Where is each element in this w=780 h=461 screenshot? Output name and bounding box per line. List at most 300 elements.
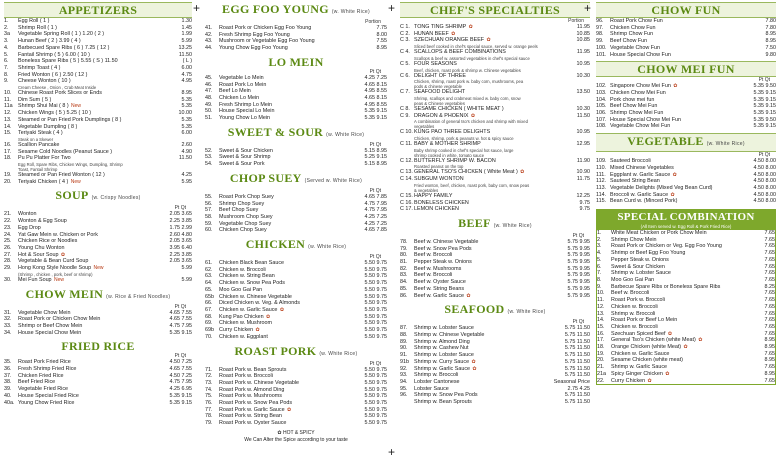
item-name: Curry Chicken ✿ (611, 377, 652, 384)
item-name: Beef Chow Mei Fun (610, 103, 658, 110)
item-name: Egg Roll ( 1 ) (18, 18, 50, 24)
menu-item (205, 294, 387, 301)
item-name: Pu Pu Platter For Two (18, 155, 71, 162)
item-name: Chicken w. Broccoli (611, 303, 658, 310)
menu-item (205, 367, 387, 374)
section-gap (596, 205, 776, 208)
item-name: Shrimp Chow Mein (611, 236, 657, 243)
item-name: Chicken w. Broccoli (219, 266, 266, 273)
item-name: Shrimp Roll ( 1 ) (18, 24, 57, 31)
item-number: 4. (4, 44, 9, 51)
item-name: Vegetable Chow Mei Fun (610, 123, 671, 130)
section-subtitle: (w. White Rice) (706, 141, 745, 148)
item-price: 2.25 3.85 (169, 251, 192, 258)
item-name: Roast Pork Fried Rice (18, 359, 71, 366)
section-title: ROAST PORK (w. White Rice) (234, 343, 358, 358)
item-name: Chicken Chow Mei Fun (610, 89, 666, 96)
spicy-marker: New (69, 103, 82, 110)
item-number: C 3. (400, 37, 410, 44)
crop-mark-icon: + (584, 1, 592, 15)
item-name: Egg Drop (18, 224, 41, 231)
menu-item (400, 37, 590, 44)
spicy-marker: ✿ (465, 292, 471, 299)
item-number: 65. (205, 286, 213, 293)
item-name: DRAGON & PHOENIX ✿ (414, 112, 476, 119)
spicy-marker: ✿ (469, 112, 476, 119)
item-name: Chicken Fried Rice (18, 372, 64, 379)
item-price: 7.65 (764, 290, 775, 297)
item-name: Roast Pork w. Bean Sprouts (219, 366, 287, 373)
item-name: House Special Chow Mein (18, 329, 82, 336)
item-price: 5.75 11.50 (564, 358, 590, 365)
item-price: 5.99 (181, 265, 192, 272)
menu-item (596, 97, 776, 104)
price-header: Pt Qt (174, 303, 186, 310)
menu-column-4 (596, 0, 776, 461)
item-number: 64. (205, 280, 213, 287)
item-price: 5.75 11.50 (564, 399, 590, 406)
item-number: 102. (596, 83, 607, 90)
item-name: Chicken w. Broccoli (611, 323, 658, 330)
item-price: 5.75 9.95 (567, 245, 590, 252)
item-price: 8.95 (181, 90, 192, 97)
item-price: 5.75 11.50 (564, 392, 590, 399)
crop-mark-icon: + (193, 1, 201, 15)
item-number: 2. (597, 236, 602, 243)
menu-item (4, 400, 192, 407)
menu-item (597, 337, 775, 344)
item-number: 101. (596, 51, 607, 58)
menu-item (596, 45, 776, 52)
item-number: 18. (4, 155, 12, 162)
item-name: TONG TING SHRIMP ✿ (414, 24, 473, 30)
item-name: Wonton (18, 211, 37, 218)
item-price: 7.65 (764, 243, 775, 250)
item-price: 4.90 (181, 148, 192, 155)
crop-mark-icon: + (388, 445, 396, 459)
item-price: 7.65 (764, 270, 775, 277)
item-price: 10.85 (576, 37, 590, 44)
item-name: Roast Pork w. Broccoli (611, 297, 665, 304)
menu-item (205, 300, 387, 307)
menu-item (400, 141, 590, 148)
item-name: Hot & Sour Soup ✿ (18, 251, 66, 258)
item-price: 3.95 6.40 (169, 244, 192, 251)
menu-item (205, 102, 387, 109)
section-subtitle: (w. Rice & Fried Noodles) (106, 293, 171, 300)
item-name: Shrimp Toast ( 4 ) (18, 64, 61, 71)
menu-item (400, 106, 590, 113)
item-number: 36. (4, 366, 12, 373)
item-price: 5.50 9.75 (364, 306, 387, 313)
item-number: 113. (596, 184, 607, 191)
section-subtitle: (w. White Rice) (319, 350, 358, 357)
menu-item (597, 250, 775, 257)
item-name: Sauteed String Bean (610, 178, 660, 185)
menu-item (597, 284, 775, 291)
item-number: 57. (205, 207, 213, 214)
item-name: Shrimp w. Lobster Sauce (414, 352, 474, 359)
section-title: CHOW FUN (596, 2, 776, 18)
item-name: Beef w. Oyster Sauce (414, 279, 466, 286)
section-subtitle: (All Item served w. Egg Roll & Pork Fried Rice) (597, 224, 775, 230)
item-number: 41. (205, 25, 213, 31)
spicy-marker: ✿ (671, 83, 678, 90)
item-number: 16. (4, 141, 12, 148)
item-number: 68. (205, 313, 213, 320)
item-description: Steak on a Skewer (18, 136, 54, 142)
menu-item (4, 31, 192, 38)
item-name: Kung Pao Chicken ✿ (219, 313, 271, 320)
item-price: 10.30 (576, 105, 590, 112)
menu-item (597, 297, 775, 304)
price-header: Pt Qt (369, 141, 381, 148)
item-price: 8.95 (764, 357, 775, 364)
item-description: Chicken, shrimp, roast pork w. baby corn, mushrooms, pea (414, 79, 524, 85)
item-name: Mei Fun Soup New (18, 276, 64, 283)
menu-item (400, 176, 590, 183)
item-price: 5.35 (181, 96, 192, 103)
menu-item (400, 158, 590, 165)
item-name: GENERAL TSO'S CHICKEN ( White Meat ) ✿ (414, 169, 525, 176)
item-number: 9. (597, 283, 602, 290)
item-price: 4.75 7.95 (169, 322, 192, 329)
item-name: Fresh Shrimp Fried Rice (18, 366, 77, 373)
item-number: 56. (205, 200, 213, 207)
price-header: Pt Qt (572, 319, 584, 326)
menu-item (4, 65, 192, 72)
item-name: SESAME CHICKEN ( WHITE MEAT ) (414, 105, 504, 112)
item-name: Roast Pork w. Almond Ding (219, 386, 285, 393)
item-number: 22. (4, 218, 12, 225)
item-description: Baby shrimp cooked in chef's special hot sauce, large (414, 147, 514, 153)
item-price: Seasonal Price (553, 378, 590, 385)
menu-item (400, 345, 590, 352)
menu-item (400, 379, 590, 386)
item-number: C 9. (400, 112, 410, 119)
menu-item (205, 407, 387, 414)
menu-item (400, 200, 590, 207)
section-subtitle: (w. White Rice) (308, 244, 347, 251)
item-name: Chicken w. Snow Pea Pods (219, 280, 285, 287)
item-name: Beef Chop Suey (219, 207, 259, 214)
item-name: House Special Lo Mein (219, 108, 275, 115)
item-number: 19. (597, 350, 605, 357)
item-price: 4.50 8.00 (753, 171, 776, 178)
item-price: 9.75 (579, 199, 590, 206)
item-price: 5.50 9.75 (364, 373, 387, 380)
item-description: Roasted peanut on the top (414, 164, 464, 170)
menu-item (400, 272, 590, 279)
item-price: 9.80 (765, 51, 776, 58)
menu-item (596, 165, 776, 172)
menu-item (205, 201, 387, 208)
item-number: 72. (205, 373, 213, 380)
item-number: 3. (597, 243, 602, 250)
item-number: C 13. (400, 169, 413, 176)
menu-item (400, 129, 590, 136)
item-name: White Meat Chicken or Pork Chow Mein (611, 230, 707, 237)
menu-item (597, 378, 775, 385)
item-price: 10.85 (576, 30, 590, 37)
item-name: HAPPY FAMILY (414, 192, 453, 199)
item-number: 43. (205, 38, 213, 45)
spicy-marker: ✿ (669, 191, 675, 198)
item-number: 40. (4, 392, 12, 399)
item-price: 5.75 9.95 (567, 252, 590, 259)
item-number: 12. (4, 110, 12, 117)
item-number: 89. (400, 338, 408, 345)
menu-item (205, 280, 387, 287)
item-price: 5.50 9.75 (364, 413, 387, 420)
menu-item (4, 245, 192, 252)
section-title: SOUP (w. Crispy Noodles) (55, 188, 141, 203)
item-name: Pepper Steak w. Onions (611, 256, 669, 263)
item-number: C 8. (400, 105, 410, 112)
item-number: 90. (400, 345, 408, 352)
menu-item (4, 277, 192, 284)
item-name: SEAFOOD DELIGHT (414, 89, 466, 96)
item-price: 11.90 (576, 157, 590, 164)
section-gap (400, 406, 590, 409)
item-name: Shrimp w. Lobster Sauce (414, 325, 474, 332)
menu-item (596, 25, 776, 32)
item-price: 8.95 (764, 344, 775, 351)
item-name: Wonton & Egg Soup (18, 218, 67, 225)
item-price: 5.35 9.15 (169, 392, 192, 399)
section-title: FRIED RICE (61, 339, 135, 354)
item-name: Orange Chicken (white Meat) ✿ (611, 344, 688, 351)
menu-item (400, 73, 590, 80)
spicy-marker: ✿ (264, 313, 271, 320)
item-name: Shrimp or Beef Egg Foo Young (611, 250, 686, 257)
menu-item (205, 108, 387, 115)
item-name: Pork chow mei fun (610, 96, 655, 103)
item-number: 5. (4, 51, 9, 58)
item-price: 11.50 (178, 51, 192, 58)
item-price: 5.50 9.75 (364, 266, 387, 273)
item-number: 109. (596, 158, 607, 165)
item-number: 16. (597, 330, 605, 337)
item-name: Cheese Wonton ( 10 ) (18, 78, 71, 85)
menu-item (4, 393, 192, 400)
item-number: 112. (596, 178, 607, 185)
item-name: Curry Chicken ✿ (219, 327, 260, 334)
combo-box (596, 209, 776, 385)
item-name: Beef Lo Mein (219, 88, 251, 95)
spicy-marker: ✿ (471, 365, 477, 372)
menu-item (205, 25, 387, 32)
item-number: 42. (205, 31, 213, 38)
section-subtitle: (w. White Rice) (326, 131, 365, 138)
item-number: 104. (596, 96, 607, 103)
item-price: 6.00 (181, 130, 192, 137)
item-price: 1.30 (181, 18, 192, 24)
item-number: 54. (205, 161, 213, 168)
item-price: 13.25 (178, 44, 192, 51)
menu-item (596, 192, 776, 199)
menu-item (597, 290, 775, 297)
spicy-marker: ✿ (518, 169, 525, 176)
menu-item (597, 331, 775, 338)
menu-item (205, 267, 387, 274)
item-name: General Tso's Chicken (white Meat) ✿ (611, 337, 703, 344)
item-price: 10.90 (576, 169, 590, 176)
item-price: 5.99 (181, 276, 192, 283)
menu-item (400, 266, 590, 273)
item-name: House Special Fried Rice (18, 392, 79, 399)
section-title: SWEET & SOUR (w. White Rice) (227, 124, 365, 139)
menu-item (205, 194, 387, 201)
item-name: Mushroom Chop Suey (219, 213, 273, 220)
item-number: 106. (596, 110, 607, 117)
menu-item (4, 45, 192, 52)
section-title: CHEF'S SPECIALTIES (400, 2, 590, 18)
menu-item (400, 359, 590, 366)
item-price: 7.65 (764, 350, 775, 357)
item-price: 5.35 9.50 (753, 116, 776, 123)
item-number: 31. (4, 309, 12, 316)
item-name: Hunan Beef ( 2 ) 3.99 ( 4 ) (18, 38, 81, 45)
item-name: SUBGUM WONTON (414, 176, 464, 183)
menu-item (596, 117, 776, 124)
item-number: 23. (4, 224, 12, 231)
item-number: 17. (597, 337, 605, 344)
item-number: C 12. (400, 157, 413, 164)
item-name: Sweet & Sour Chicken (611, 263, 665, 270)
menu-item (205, 327, 387, 334)
item-price: 5.50 9.75 (364, 393, 387, 400)
item-number: C 10. (400, 129, 413, 136)
item-price: 2.60 4.80 (169, 231, 192, 238)
item-price: 4.25 7.25 (364, 74, 387, 81)
menu-item (400, 386, 590, 393)
item-number: 65b (205, 293, 214, 300)
item-number: 37. (4, 372, 12, 379)
item-number: 8. (597, 276, 602, 283)
menu-item (4, 78, 192, 85)
item-price: 5.95 (181, 178, 192, 185)
item-price: 5.50 9.75 (364, 386, 387, 393)
item-name: Roast Pork w. Snow Pea Pods (219, 400, 293, 407)
item-description: Beef, chicken, roast pork & shrimp w. Chinese vegetables (414, 67, 521, 73)
section-subtitle: (w. White Rice) (331, 9, 370, 15)
section-gap (596, 385, 776, 388)
menu-item (400, 259, 590, 266)
item-number: 91b (400, 358, 409, 365)
item-name: Shrimp w. Garlic Sauce (611, 364, 668, 371)
item-price: 7.65 (764, 364, 775, 371)
item-price: 5.35 9.50 (753, 83, 776, 90)
section-title: SEAFOOD (w. White Rice) (444, 302, 546, 317)
item-number: 105. (596, 103, 607, 110)
item-name: Hong Kong Style Noodle Soup New (18, 265, 104, 272)
item-name: Sesame Cold Noodles (Peanut Sauce ) (18, 148, 113, 155)
item-name: Roast Pork Chow Fun (610, 18, 663, 24)
item-number: 88. (400, 331, 408, 338)
item-number: 20. (597, 357, 605, 364)
item-price: 5.50 9.75 (364, 300, 387, 307)
menu-item (400, 193, 590, 200)
item-name: FOUR SEASONS (414, 60, 457, 67)
section-title: VEGETABLE (w. White Rice) (596, 133, 776, 152)
menu-item (597, 324, 775, 331)
item-name: Chicken Rice or Noodles (18, 238, 78, 245)
menu-item (597, 230, 775, 237)
item-price: 12.25 (576, 192, 590, 199)
menu-item (400, 293, 590, 300)
item-name: Vegetable Lo Mein (219, 74, 264, 81)
menu-item (205, 214, 387, 221)
item-number: 44. (205, 45, 213, 52)
menu-item (400, 392, 590, 399)
item-name: Beef w. Broccoli (414, 272, 453, 279)
item-price: 5.50 9.75 (364, 400, 387, 407)
item-name: Sauteed Broccoli (610, 158, 651, 165)
item-name: Vegetable Chow Mein (18, 309, 71, 316)
item-number: 95. (400, 385, 408, 392)
price-header: Portion (568, 18, 584, 24)
spicy-marker: ✿ (59, 251, 66, 258)
menu-item (400, 61, 590, 68)
menu-item (596, 185, 776, 192)
menu-item (596, 178, 776, 185)
item-price: 10.95 (576, 129, 590, 136)
item-number: 9. (4, 78, 9, 85)
menu-item (4, 379, 192, 386)
item-number: 67. (205, 306, 213, 313)
item-number: 14. (597, 317, 605, 324)
item-name: Diced Chicken w. Veg. & Almonds (219, 300, 300, 307)
menu-item (205, 373, 387, 380)
item-price: 5.35 9.15 (753, 123, 776, 130)
item-price: 5.35 9.15 (753, 103, 776, 110)
item-price: 5.75 9.95 (567, 292, 590, 299)
item-number: 13. (4, 116, 12, 123)
item-name: Beef w. Broccoli (414, 252, 453, 259)
item-price: 5.75 9.95 (567, 272, 590, 279)
menu-item (4, 110, 192, 117)
item-number: 86. (400, 292, 408, 299)
menu-item (400, 339, 590, 346)
item-number: 94. (400, 378, 408, 385)
item-price: 5.35 9.15 (364, 115, 387, 122)
menu-item (205, 82, 387, 89)
item-price: 5.50 9.75 (364, 260, 387, 267)
price-header: Pt Qt (369, 360, 381, 367)
item-price: 2.25 3.85 (169, 218, 192, 225)
item-name: SCALLOPS & BEEF COMBINATIONS (414, 49, 506, 56)
item-price: 13.50 (576, 89, 590, 96)
item-price: 5.75 9.95 (567, 285, 590, 292)
menu-item (597, 357, 775, 364)
item-name: Moo Goo Gai Pan (611, 276, 655, 283)
item-number: 14. (4, 123, 12, 130)
item-number: C 15. (400, 192, 413, 199)
item-price: 4.75 7.95 (169, 379, 192, 386)
item-name: Young Chow Egg Foo Young (219, 45, 288, 52)
item-number: C 1. (400, 24, 410, 30)
item-name: Roast Pork w. Chinese Vegetable (219, 379, 300, 386)
item-description: Scallops & beef w. assorted vegetables in chef's special sauce (414, 55, 530, 61)
item-price: 4.50 8.00 (753, 158, 776, 165)
price-header: Pt Qt (369, 187, 381, 194)
menu-item (4, 72, 192, 79)
item-price: 4.65 8.15 (364, 94, 387, 101)
item-description: vegetables (414, 124, 435, 130)
item-price: 5.50 9.75 (364, 286, 387, 293)
item-price: 4.65 8.15 (364, 81, 387, 88)
